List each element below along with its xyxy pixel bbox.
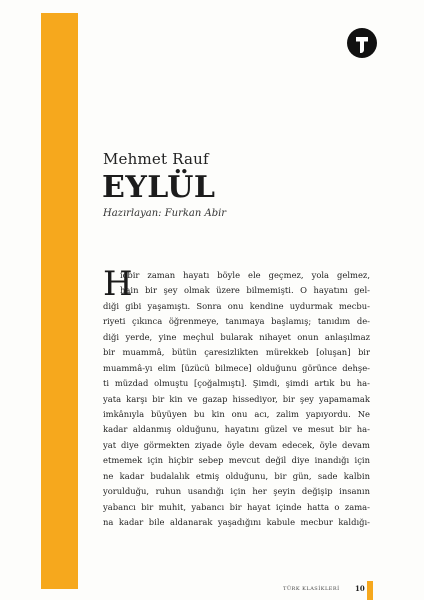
text-line: içbir zaman hayatı böyle ele geçmez, yola gelmez, — [120, 270, 370, 280]
text-line: na kadar bile aldanarak yaşadığını kabule mecbur kaldığı- — [103, 517, 370, 527]
page-number: 10 — [355, 584, 365, 593]
drop-cap: H — [103, 264, 133, 304]
text-line: ti müzdad olmuştu [çoğalmıştı]. Şimdi, şimdi artık bu ha- — [103, 378, 370, 389]
text-line: riyeti çıkınca öğrenmeye, tanımaya başlamış; tanıdım de- — [103, 316, 370, 327]
text-line: yata karşı bir kin ve gazap hissediyor, bir şey yapamamak — [103, 393, 370, 404]
text-line: diği yerde, yine meçhul bularak nihayet onun anlaşılmaz — [103, 331, 370, 342]
text-line: imkânıyla büyüyen bu kin onu acı, zalim yapıyordu. Ne — [103, 408, 370, 419]
body-text — [103, 264, 370, 530]
text-line: bir muammâ, bütün çaresizlikten mürekkeb [oluşan] bir — [103, 347, 370, 358]
book-title: EYLÜL — [102, 170, 216, 205]
accent-band-right — [367, 581, 373, 600]
text-line: diği gibi yaşamıştı. Sonra onu kendine uydurmak mecbu- — [103, 300, 370, 311]
text-line: yat diye görmekten ziyade öyle devam edecek, öyle devam — [103, 439, 370, 450]
editor-credit: Hazırlayan: Furkan Abir — [103, 208, 227, 219]
publisher-logo-icon — [347, 28, 377, 58]
accent-band-left — [41, 13, 78, 589]
author-name: Mehmet Rauf — [103, 150, 209, 168]
text-line: ne kadar budalalık etmiş olduğunu, bir gün, sade kalbin — [103, 470, 370, 481]
text-line: muammâ-yı elim [üzücü bilmece] olduğunu görünce dehşe- — [103, 362, 370, 373]
text-line: kadar aldanmış olduğunu, hayatını güzel ve mesut bir ha- — [103, 424, 370, 435]
text-line: etmemek için hiçbir sebep mevcut değil diye inandığı için — [103, 455, 370, 466]
series-label: TÜRK KLASİKLERİ — [283, 586, 340, 592]
text-line: hain bir şey olmak üzere bilmemişti. O hayatını gel- — [120, 285, 370, 296]
text-line: yabancı bir muhit, yabancı bir hayat içinde hatta o zama- — [103, 501, 370, 512]
text-line: yorulduğu, ruhun usandığı için her şeyin değişip insanın — [103, 486, 370, 497]
